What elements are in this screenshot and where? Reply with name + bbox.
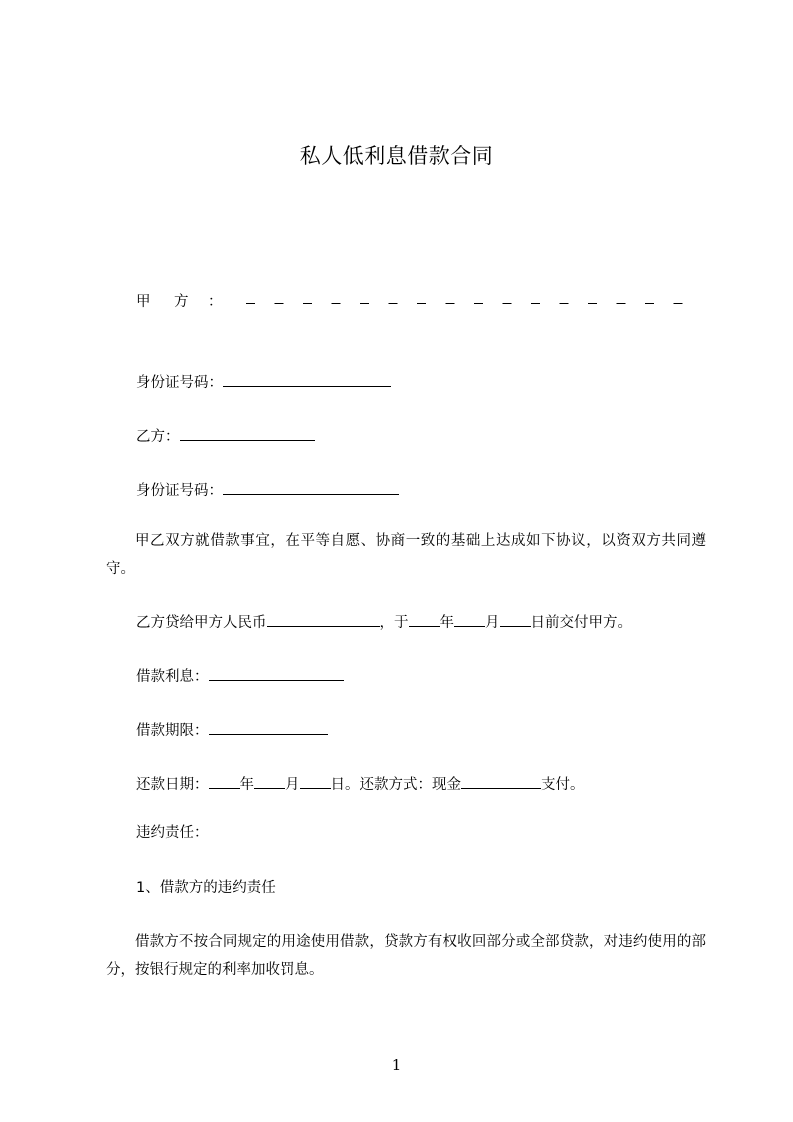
loan-month: 月	[485, 615, 500, 631]
loan-year: 年	[439, 615, 454, 631]
repay-day-method: 日。还款方式：现金	[330, 777, 461, 793]
repay-month-blank	[254, 773, 285, 789]
interest-label: 借款利息：	[136, 669, 209, 685]
repay-year: 年	[239, 777, 254, 793]
loan-amount-line	[136, 611, 632, 633]
repay-prefix: 还款日期：	[136, 777, 209, 793]
loan-year-blank	[409, 611, 440, 627]
party-a-id-label: 身份证号码：	[136, 375, 223, 391]
party-a-id-blank	[223, 371, 391, 387]
loan-amount-blank	[267, 611, 380, 627]
loan-prefix: 乙方贷给甲方人民币	[136, 615, 267, 631]
loan-suffix: 日前交付甲方。	[530, 615, 632, 631]
term-blank	[209, 719, 328, 735]
loan-day-blank	[500, 611, 531, 627]
repay-year-blank	[209, 773, 240, 789]
party-b-id-label: 身份证号码：	[136, 483, 223, 499]
repay-month: 月	[285, 777, 300, 793]
breach-item-1: 1、借款方的违约责任	[136, 880, 276, 896]
loan-month-blank	[454, 611, 485, 627]
repay-suffix: 支付。	[541, 777, 585, 793]
repayment-line	[136, 773, 585, 795]
repay-method-blank	[461, 773, 541, 789]
breach-heading: 违约责任：	[136, 825, 209, 841]
party-b-blank	[180, 425, 315, 441]
party-b-line	[136, 425, 315, 447]
party-a-blank	[246, 303, 702, 305]
term-line	[136, 719, 328, 741]
repay-day-blank	[300, 773, 331, 789]
party-b-id-blank	[223, 479, 399, 495]
party-b-label: 乙方：	[136, 429, 180, 445]
term-label: 借款期限：	[136, 723, 209, 739]
loan-mid: ，于	[379, 615, 409, 631]
interest-blank	[209, 665, 344, 681]
party-a-colon: ：	[208, 294, 223, 310]
party-a-id-line	[136, 371, 391, 393]
party-a-label-char-1: 甲	[136, 294, 151, 310]
document-title: 私人低利息借款合同	[299, 144, 494, 168]
party-a-label-char-2: 方	[174, 294, 189, 310]
page-number: 1	[391, 1056, 402, 1074]
interest-line	[136, 665, 344, 687]
breach-item-1-text: 借款方不按合同规定的用途使用借款，贷款方有权收回部分或全部贷款，对违约使用的部分，按银行规定的利率加收罚息。	[106, 934, 706, 978]
intro-paragraph: 甲乙双方就借款事宜，在平等自愿、协商一致的基础上达成如下协议，以资双方共同遵守。	[106, 533, 706, 577]
party-b-id-line	[136, 479, 399, 501]
